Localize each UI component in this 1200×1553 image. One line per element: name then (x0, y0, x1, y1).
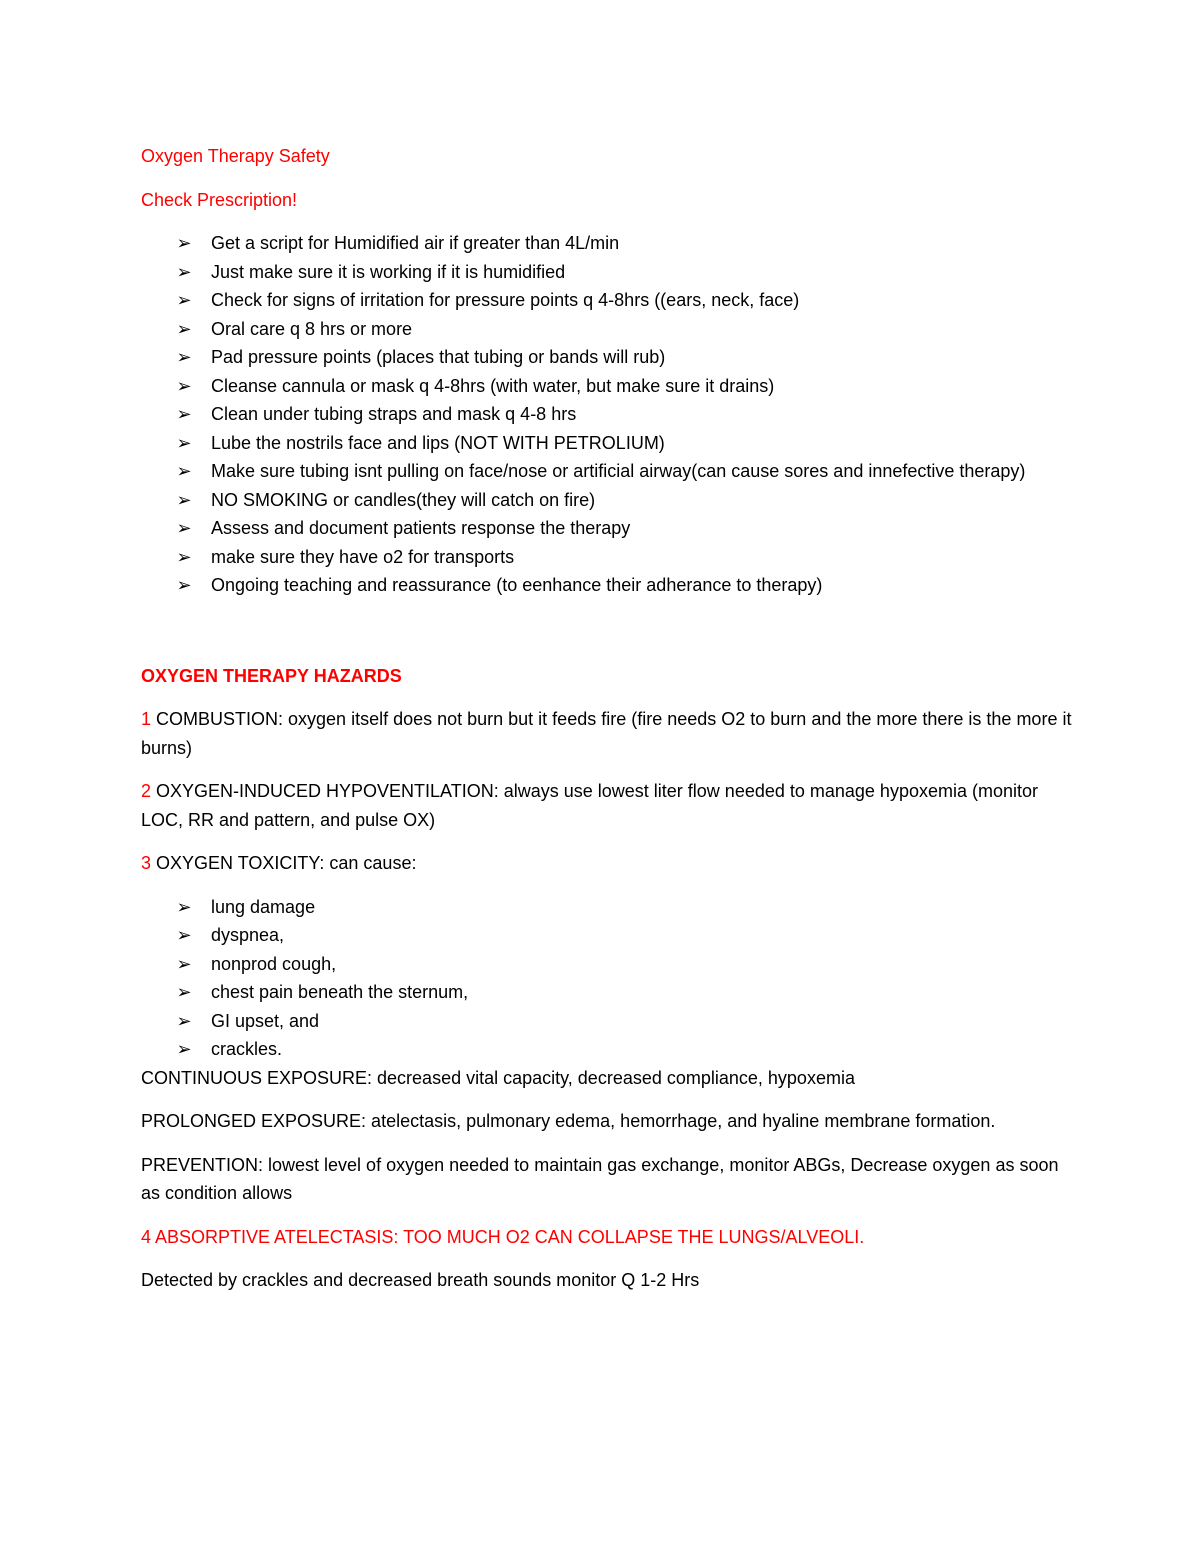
list-item: ➢ Just make sure it is working if it is humidified (211, 258, 1081, 287)
arrow-bullet-icon: ➢ (176, 432, 192, 453)
prolonged-exposure: PROLONGED EXPOSURE: atelectasis, pulmonary edema, hemorrhage, and hyaline membrane formation. (141, 1111, 996, 1131)
document-body (141, 142, 1081, 1310)
arrow-bullet-icon: ➢ (176, 318, 192, 339)
hazard-number: 3 (141, 853, 152, 873)
list-item: ➢ chest pain beneath the sternum, (211, 978, 1081, 1007)
toxicity-list (141, 893, 1081, 1064)
list-item: ➢ GI upset, and (211, 1007, 1081, 1036)
list-item: ➢ Oral care q 8 hrs or more (211, 315, 1081, 344)
hazard-toxicity: 3 OXYGEN TOXICITY: can cause: (141, 853, 417, 873)
arrow-bullet-icon: ➢ (176, 290, 192, 310)
arrow-bullet-icon: ➢ (176, 261, 192, 282)
arrow-bullet-icon: ➢ (176, 404, 192, 424)
arrow-bullet-icon: ➢ (176, 953, 192, 974)
hazard-number: 2 (141, 781, 152, 801)
list-item: ➢ dyspnea, (211, 921, 1081, 950)
list-item: ➢ nonprod cough, (211, 950, 1081, 979)
arrow-bullet-icon: ➢ (176, 1010, 192, 1031)
arrow-bullet-icon: ➢ (176, 575, 192, 595)
arrow-bullet-icon: ➢ (176, 925, 192, 945)
hazard-absorptive-atelectasis: 4 ABSORPTIVE ATELECTASIS: TOO MUCH O2 CAN COLLAPSE THE LUNGS/ALVEOLI. (141, 1226, 865, 1247)
hazards-heading: OXYGEN THERAPY HAZARDS (141, 665, 402, 686)
hazard-number: 1 (141, 709, 152, 729)
arrow-bullet-icon: ➢ (176, 896, 192, 917)
safety-list (141, 229, 1081, 600)
arrow-bullet-icon: ➢ (176, 375, 192, 396)
arrow-bullet-icon: ➢ (176, 233, 192, 253)
prevention: PREVENTION: lowest level of oxygen needed to maintain gas exchange, monitor ABGs, Decrease oxygen as soon as condition allows (141, 1154, 1059, 1203)
list-item: ➢ Get a script for Humidified air if greater than 4L/min (211, 229, 1081, 258)
list-item: ➢ Clean under tubing straps and mask q 4-8 hrs (211, 400, 1081, 429)
list-item: ➢ Cleanse cannula or mask q 4-8hrs (with water, but make sure it drains) (211, 372, 1081, 401)
document-title: Oxygen Therapy Safety (141, 146, 330, 166)
list-item: ➢ crackles. (211, 1035, 1081, 1064)
arrow-bullet-icon: ➢ (176, 546, 192, 567)
list-item: ➢ Assess and document patients response the therapy (211, 514, 1081, 543)
list-item: ➢ Ongoing teaching and reassurance (to eenhance their adherance to therapy) (211, 571, 1081, 600)
continuous-exposure: CONTINUOUS EXPOSURE: decreased vital capacity, decreased compliance, hypoxemia (141, 1067, 855, 1088)
arrow-bullet-icon: ➢ (176, 461, 192, 481)
arrow-bullet-icon: ➢ (176, 489, 192, 510)
arrow-bullet-icon: ➢ (176, 982, 192, 1002)
list-item: ➢ Lube the nostrils face and lips (NOT WITH PETROLIUM) (211, 429, 1081, 458)
section-spacer (141, 600, 1081, 662)
check-prescription-heading: Check Prescription! (141, 189, 298, 210)
list-item: ➢ Pad pressure points (places that tubing or bands will rub) (211, 343, 1081, 372)
arrow-bullet-icon: ➢ (176, 347, 192, 367)
arrow-bullet-icon: ➢ (176, 1039, 192, 1059)
list-item: ➢ make sure they have o2 for transports (211, 543, 1081, 572)
list-item: ➢ Make sure tubing isnt pulling on face/nose or artificial airway(can cause sores and innefective therapy) (211, 457, 1081, 486)
arrow-bullet-icon: ➢ (176, 518, 192, 538)
list-item: ➢ NO SMOKING or candles(they will catch on fire) (211, 486, 1081, 515)
hazard-combustion: 1 COMBUSTION: oxygen itself does not burn but it feeds fire (fire needs O2 to burn and the more there is the more it burns) (141, 709, 1072, 758)
list-item: ➢ lung damage (211, 893, 1081, 922)
hazard-hypoventilation: 2 OXYGEN-INDUCED HYPOVENTILATION: always use lowest liter flow needed to manage hypoxemia (monitor LOC, RR and pattern, and pulse OX) (141, 781, 1038, 830)
list-item: ➢ Check for signs of irritation for pressure points q 4-8hrs ((ears, neck, face) (211, 286, 1081, 315)
detection-note: Detected by crackles and decreased breath sounds monitor Q 1-2 Hrs (141, 1270, 700, 1290)
